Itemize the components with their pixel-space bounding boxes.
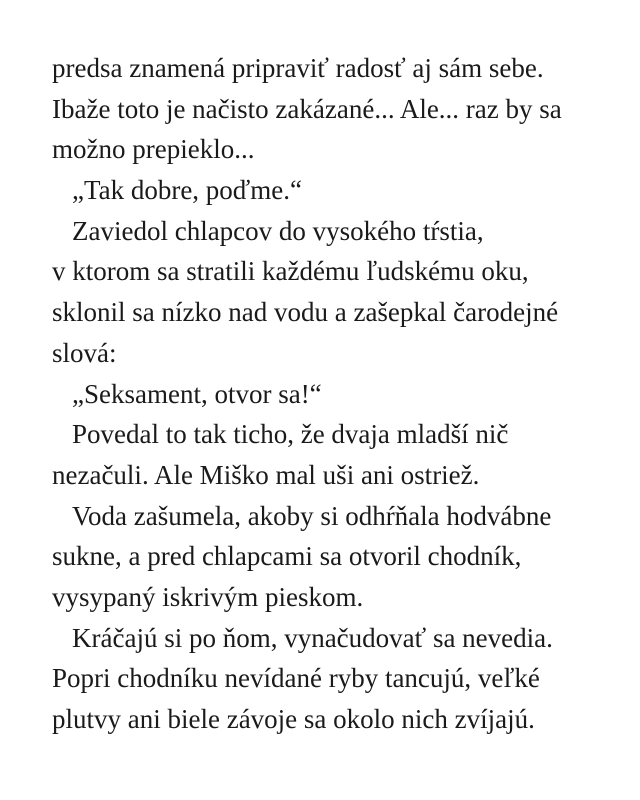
text-line: „Tak dobre, poďme.“ bbox=[72, 175, 302, 206]
text-line: vysypaný iskrivým pieskom. bbox=[52, 581, 364, 612]
text-line: predsa znamená pripraviť radosť aj sám sebe. bbox=[52, 53, 544, 83]
text-line: Voda zašumela, akoby si odhŕňala hodvábne bbox=[72, 500, 552, 531]
text-line: Kráčajú si po ňom, vynačudovať sa nevedia. bbox=[72, 622, 553, 653]
text-line: „Seksament, otvor sa!“ bbox=[72, 378, 322, 409]
text-line: plutvy ani biele závoje sa okolo nich zvíjajú. bbox=[52, 704, 535, 734]
text-line: slová: bbox=[52, 337, 117, 368]
text-line: nezačuli. Ale Miško mal uši ani ostriež. bbox=[52, 459, 480, 490]
text-line: Povedal to tak ticho, že dvaja mladší nič bbox=[72, 419, 509, 450]
text-line: Popri chodníku nevídané ryby tancujú, veľké bbox=[52, 663, 540, 694]
text-line: v ktorom sa stratili každému ľudskému oku, bbox=[52, 256, 529, 287]
text-line: Zaviedol chlapcov do vysokého tŕstia, bbox=[72, 215, 484, 246]
text-line: sklonil sa nízko nad vodu a zašepkal čarodejné bbox=[52, 297, 559, 328]
text-line: Ibaže toto je načisto zakázané... Ale... raz by sa bbox=[52, 93, 562, 124]
text-line: možno prepieklo... bbox=[52, 134, 255, 165]
page-text bbox=[52, 48, 612, 740]
text-line: sukne, a pred chlapcami sa otvoril chodník, bbox=[52, 541, 522, 572]
